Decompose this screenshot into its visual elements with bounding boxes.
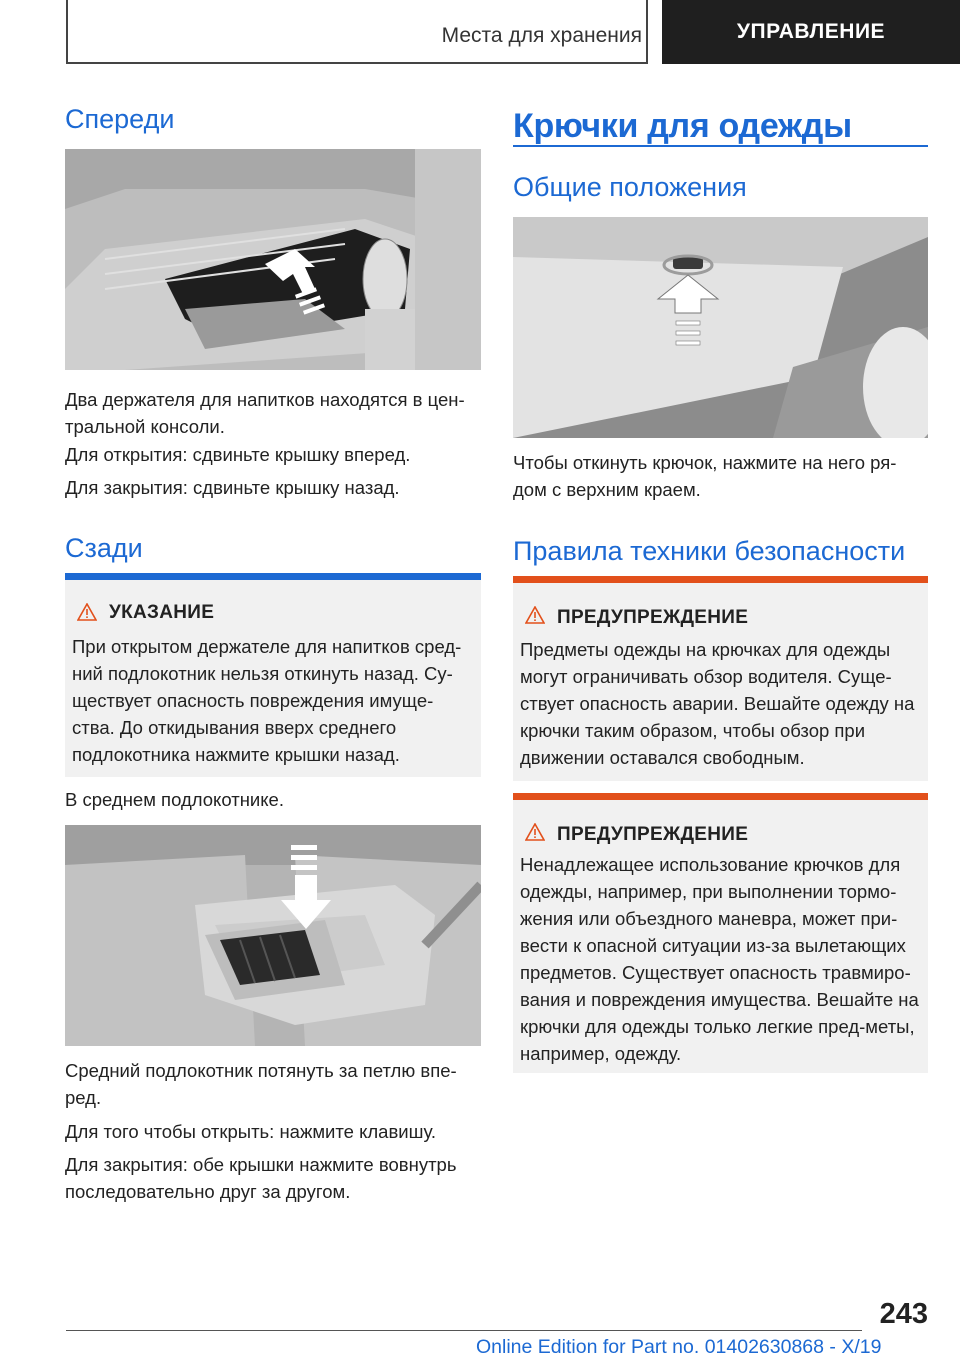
front-text-1: Два держателя для напитков находятся в цен-тральной консоли. [65, 389, 465, 437]
coat-hook-illustration [513, 217, 928, 438]
notice-bar [65, 573, 481, 580]
coat-hook-photo [513, 217, 928, 438]
rear-text-1: В среднем подлокотнике. [65, 789, 284, 810]
warning-text-1: Предметы одежды на крючках для одежды могут ограничивать обзор водителя. Суще-ствует опасность аварии. Вешайте одежду на крючки таким образом, чтобы обзор при движении оставался свободным. [520, 639, 915, 768]
general-text-1: Чтобы откинуть крючок, нажмите на него ря-дом с верхним краем. [513, 452, 897, 500]
rear-heading: Сзади [65, 533, 143, 563]
coat-hooks-heading: Крючки для одежды [513, 107, 852, 145]
warning-box-2 [513, 793, 928, 1073]
footer-rule [66, 1330, 862, 1331]
warning-title-1: ПРЕДУПРЕЖДЕНИЕ [557, 607, 749, 628]
front-cupholder-illustration [65, 149, 481, 370]
front-text-3: Для закрытия: сдвиньте крышку назад. [65, 477, 400, 498]
safety-heading: Правила техники безопасности [513, 536, 906, 566]
page-number: 243 [879, 1298, 928, 1330]
warning-bar-2 [513, 793, 928, 800]
warning-title-2: ПРЕДУПРЕЖДЕНИЕ [557, 824, 749, 845]
header-section-title: Места для хранения [441, 24, 642, 47]
header-chapter-tab: УПРАВЛЕНИЕ [662, 0, 960, 64]
heading-rule [513, 145, 928, 147]
rear-text-3: Для того чтобы открыть: нажмите клавишу. [65, 1121, 437, 1142]
notice-box [65, 573, 481, 777]
warning-triangle-icon [77, 603, 97, 621]
warning-triangle-icon [525, 823, 545, 841]
notice-text: При открытом держателе для напитков сред-ний подлокотник нельзя откинуть назад. Су-ществует опасность повреждения имуще-ства. До откидывания вверх среднего подлокотника нажмите крышки назад. [72, 636, 462, 765]
edition-link[interactable]: Online Edition for Part no. 01402630868 - X/19 [476, 1336, 882, 1358]
rear-text-4: Для закрытия: обе крышки нажмите вовнутрь последовательно друг за другом. [65, 1154, 457, 1202]
front-cupholder-photo [65, 149, 481, 370]
front-text-2: Для открытия: сдвиньте крышку вперед. [65, 444, 411, 465]
warning-text-2: Ненадлежащее использование крючков для одежды, например, при выполнении тормо-жения или объездного маневра, может при-вести к опасной ситуации из-за вылетающих предметов. Существует опасность травмиро-вания и повреждения имущества. Вешайте на крючки для одежды только легкие пред-меты, например, одежду. [520, 854, 919, 1064]
notice-title: УКАЗАНИЕ [109, 602, 215, 623]
front-heading: Спереди [65, 104, 175, 134]
warning-triangle-icon [525, 606, 545, 624]
rear-armrest-photo [65, 825, 481, 1046]
rear-armrest-illustration [65, 825, 481, 1046]
warning-box-1 [513, 576, 928, 781]
general-heading: Общие положения [513, 172, 747, 202]
rear-text-2: Средний подлокотник потянуть за петлю впе-ред. [65, 1060, 457, 1108]
warning-bar-1 [513, 576, 928, 583]
